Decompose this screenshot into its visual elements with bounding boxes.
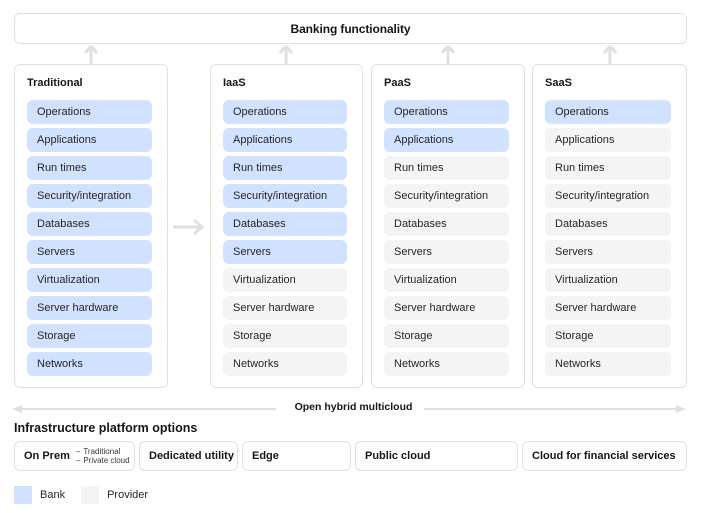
- layer-applications: Applications: [27, 128, 152, 152]
- legend: [14, 486, 164, 504]
- layer-applications: Applications: [545, 128, 671, 152]
- layer-list: [545, 100, 671, 380]
- layer-virtualization: Virtualization: [384, 268, 509, 292]
- layer-servers: Servers: [223, 240, 347, 264]
- on-prem-sub-item: – Traditional: [75, 447, 121, 456]
- layer-security-integration: Security/integration: [384, 184, 509, 208]
- option-edge: [242, 441, 351, 471]
- legend-label-provider: Provider: [107, 489, 149, 501]
- option-label: Edge: [252, 450, 279, 462]
- up-arrow-icon: [84, 45, 98, 64]
- layer-networks: Networks: [27, 352, 152, 376]
- column-title: Traditional: [27, 77, 83, 89]
- option-dedicated-utility: [139, 441, 238, 471]
- column-saas: [532, 64, 687, 388]
- up-arrow-icon: [603, 45, 617, 64]
- layer-security-integration: Security/integration: [27, 184, 152, 208]
- column-traditional: [14, 64, 168, 388]
- layer-servers: Servers: [27, 240, 152, 264]
- column-title: PaaS: [384, 77, 411, 89]
- layer-run-times: Run times: [384, 156, 509, 180]
- layer-servers: Servers: [545, 240, 671, 264]
- layer-security-integration: Security/integration: [223, 184, 347, 208]
- option-on-prem: [14, 441, 135, 471]
- option-public-cloud: [355, 441, 518, 471]
- right-arrow-icon: [173, 219, 205, 235]
- column-iaas: [210, 64, 363, 388]
- column-title: SaaS: [545, 77, 572, 89]
- layer-operations: Operations: [27, 100, 152, 124]
- layer-databases: Databases: [545, 212, 671, 236]
- layer-applications: Applications: [223, 128, 347, 152]
- layer-server-hardware: Server hardware: [223, 296, 347, 320]
- banking-functionality-bar: [14, 13, 687, 44]
- right-arrowhead-icon: [676, 404, 686, 414]
- layer-operations: Operations: [545, 100, 671, 124]
- multicloud-line-right: [424, 408, 678, 410]
- layer-applications: Applications: [384, 128, 509, 152]
- layer-run-times: Run times: [27, 156, 152, 180]
- up-arrow-icon: [441, 45, 455, 64]
- layer-virtualization: Virtualization: [223, 268, 347, 292]
- layer-databases: Databases: [223, 212, 347, 236]
- on-prem-sub-list: [76, 447, 130, 465]
- option-label: On Prem: [24, 450, 70, 462]
- layer-storage: Storage: [384, 324, 509, 348]
- layer-server-hardware: Server hardware: [545, 296, 671, 320]
- column-paas: [371, 64, 525, 388]
- layer-storage: Storage: [27, 324, 152, 348]
- layer-server-hardware: Server hardware: [27, 296, 152, 320]
- layer-virtualization: Virtualization: [545, 268, 671, 292]
- banking-functionality-label: Banking functionality: [290, 21, 411, 36]
- option-label: Public cloud: [365, 450, 431, 462]
- layer-list: [27, 100, 152, 380]
- layer-security-integration: Security/integration: [545, 184, 671, 208]
- legend-swatch-provider: [81, 486, 99, 504]
- option-label: Dedicated utility: [149, 450, 234, 462]
- layer-run-times: Run times: [545, 156, 671, 180]
- up-arrow-icon: [279, 45, 293, 64]
- layer-list: [384, 100, 509, 380]
- layer-operations: Operations: [384, 100, 509, 124]
- layer-networks: Networks: [384, 352, 509, 376]
- layer-storage: Storage: [223, 324, 347, 348]
- layer-server-hardware: Server hardware: [384, 296, 509, 320]
- layer-virtualization: Virtualization: [27, 268, 152, 292]
- legend-swatch-bank: [14, 486, 32, 504]
- layer-networks: Networks: [223, 352, 347, 376]
- legend-label-bank: Bank: [40, 489, 66, 501]
- layer-storage: Storage: [545, 324, 671, 348]
- option-label: Cloud for financial services: [532, 450, 676, 462]
- on-prem-sub-item: – Private cloud: [75, 456, 130, 465]
- layer-databases: Databases: [384, 212, 509, 236]
- layer-run-times: Run times: [223, 156, 347, 180]
- column-title: IaaS: [223, 77, 246, 89]
- layer-list: [223, 100, 347, 380]
- multicloud-label: Open hybrid multicloud: [294, 401, 413, 413]
- layer-operations: Operations: [223, 100, 347, 124]
- layer-databases: Databases: [27, 212, 152, 236]
- layer-servers: Servers: [384, 240, 509, 264]
- option-cloud-financial-services: [522, 441, 687, 471]
- layer-networks: Networks: [545, 352, 671, 376]
- infrastructure-title: Infrastructure platform options: [14, 421, 198, 435]
